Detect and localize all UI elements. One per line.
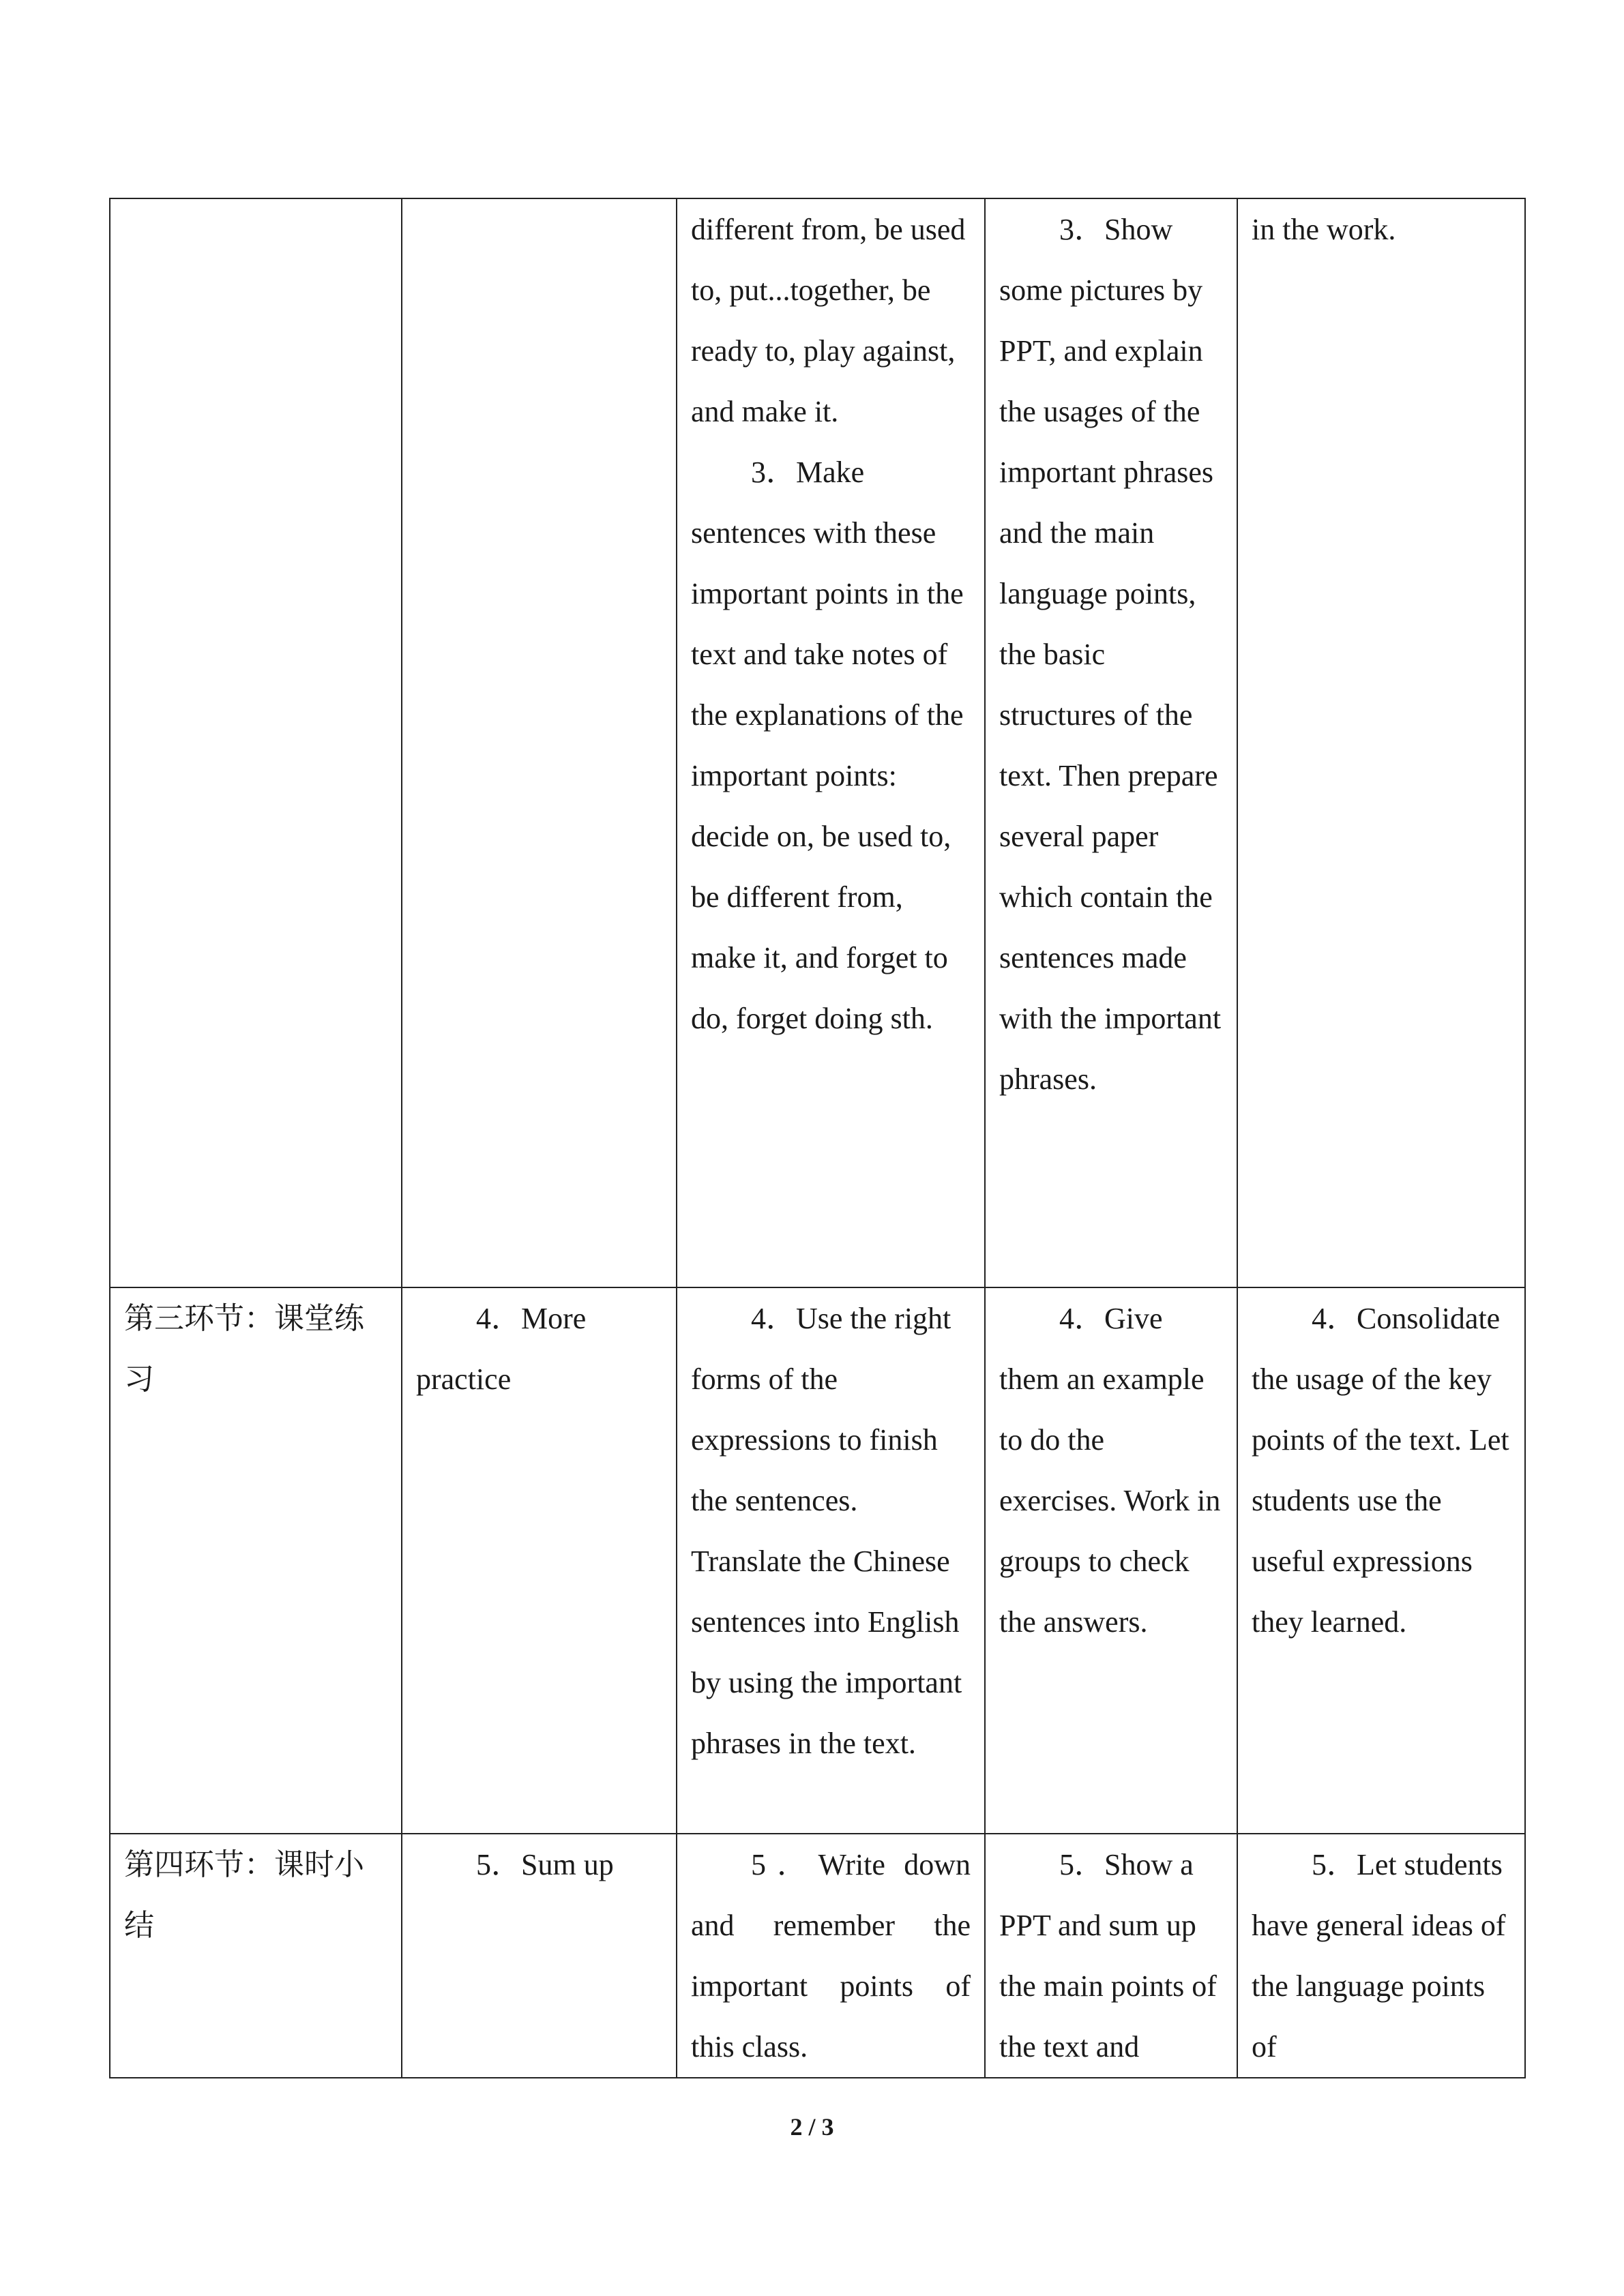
teacher-activity-cell <box>985 198 1237 1287</box>
student-activity-cell: 5．Write down and remember the important points of this class. <box>677 1834 985 2078</box>
activity-cell <box>402 198 677 1287</box>
page-number: 2 / 3 <box>790 2113 834 2141</box>
student-activity-text: different from, be used to, put...together, be ready to, play against, and make it. <box>691 213 966 428</box>
purpose-cell: 4．Consolidate the usage of the key points of the text. Let students use the useful expressions they learned. <box>1237 1287 1525 1834</box>
purpose-cell: 5．Let students have general ideas of the language points of <box>1237 1834 1525 2078</box>
purpose-cell: in the work. <box>1237 198 1525 1287</box>
activity-cell: 4．More practice <box>402 1287 677 1834</box>
table-row <box>110 198 1525 1287</box>
activity-cell: 5．Sum up <box>402 1834 677 2078</box>
student-activity-text: 3．Make sentences with these important points in the text and take notes of the explanations of the important points: decide on, be used to, be different from, make it, and forget to do, forget doing sth. <box>691 456 964 1035</box>
stage-cell <box>110 198 402 1287</box>
teacher-activity-text: 3．Show some pictures by PPT, and explain the usages of the important phrases and the main language points, the basic structures of the text. Then prepare several paper which contain the sentences made with the important phrases. <box>999 213 1222 1096</box>
stage-cell: 第三环节：课堂练习 <box>110 1287 402 1834</box>
student-activity-cell <box>677 198 985 1287</box>
stage-cell: 第四环节：课时小结 <box>110 1834 402 2078</box>
table-row <box>110 1287 1525 1834</box>
table-row <box>110 1834 1525 2078</box>
teacher-activity-cell: 5．Show a PPT and sum up the main points of the text and <box>985 1834 1237 2078</box>
student-activity-cell: 4．Use the right forms of the expressions to finish the sentences. Translate the Chinese sentences into English by using the important phrases in the text. <box>677 1287 985 1834</box>
teacher-activity-cell: 4．Give them an example to do the exercises. Work in groups to check the answers. <box>985 1287 1237 1834</box>
lesson-plan-table <box>109 198 1526 2078</box>
